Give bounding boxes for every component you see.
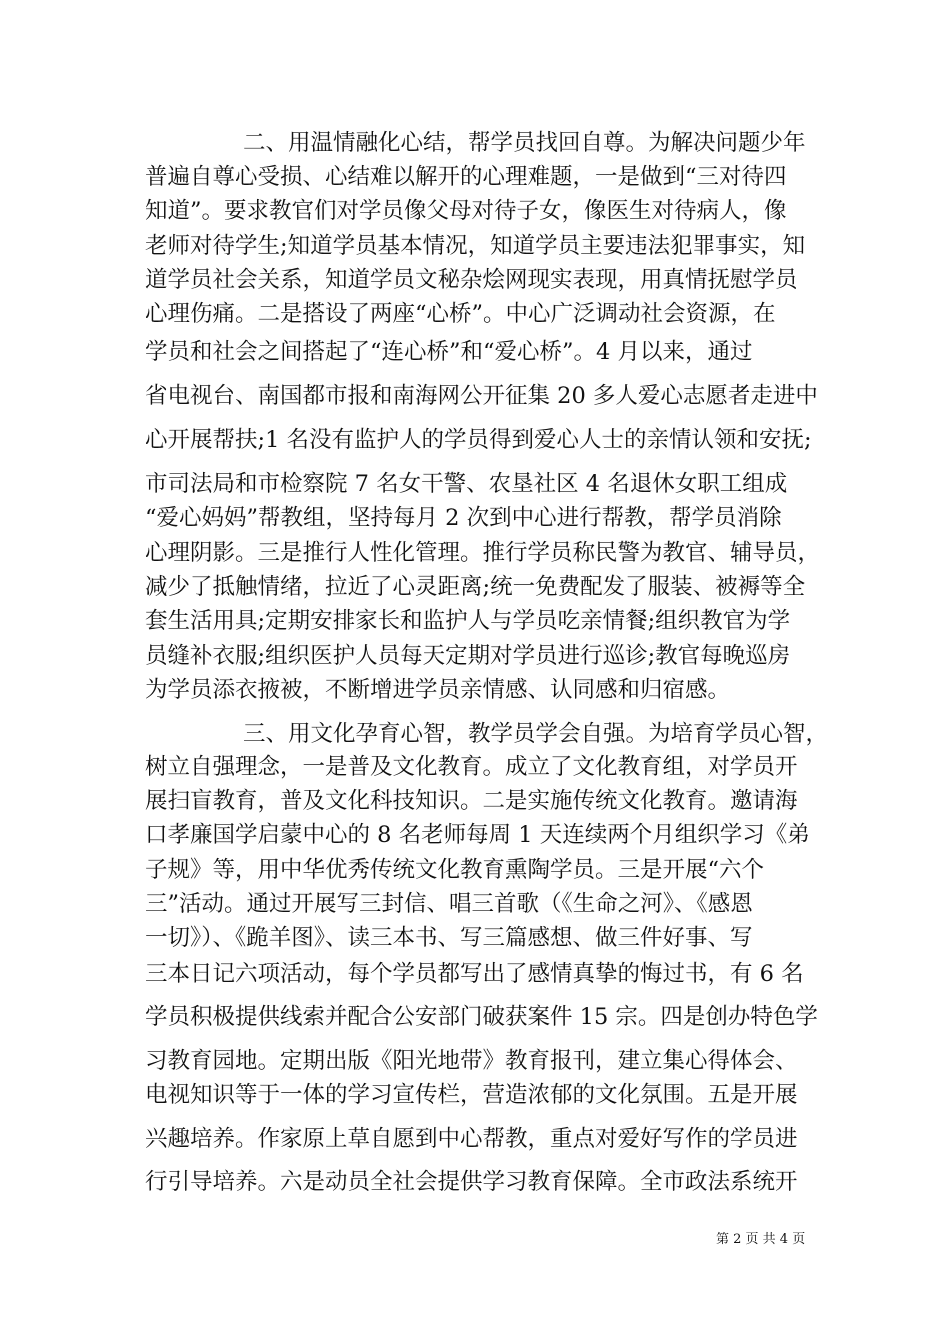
text-line: 心理伤痛。二是搭设了两座“心桥”。中心广泛调动社会资源，在: [145, 301, 776, 327]
text-line: 三”活动。通过开展写三封信、唱三首歌（《生命之河》、《感恩: [145, 891, 753, 917]
text-line: 减少了抵触情绪，拉近了心灵距离;统一免费配发了服装、被褥等全: [145, 574, 806, 600]
text-line: 市司法局和市检察院 7 名女干警、农垦社区 4 名退休女职工组成: [145, 471, 788, 497]
text-line: 学员和社会之间搭起了“连心桥”和“爱心桥”。4 月以来，通过: [145, 339, 753, 365]
text-line: 兴趣培养。作家原上草自愿到中心帮教，重点对爱好写作的学员进: [145, 1126, 798, 1152]
text-line: 子规》等，用中华优秀传统文化教育熏陶学员。三是开展“六个: [145, 857, 765, 883]
text-line: 展扫盲教育，普及文化科技知识。二是实施传统文化教育。邀请海: [145, 788, 798, 814]
text-line: 普遍自尊心受损、心结难以解开的心理难题，一是做到“三对待四: [145, 164, 787, 190]
text-line: 三、用文化孕育心智，教学员学会自强。为培育学员心智，: [243, 721, 829, 747]
text-line: 道学员社会关系，知道学员文秘杂烩网现实表现，用真情抚慰学员: [145, 267, 798, 293]
text-line: 行引导培养。六是动员全社会提供学习教育保障。全市政法系统开: [145, 1169, 798, 1195]
text-line: 树立自强理念，一是普及文化教育。成立了文化教育组，对学员开: [145, 754, 798, 780]
text-line: 电视知识等于一体的学习宣传栏，营造浓郁的文化氛围。五是开展: [145, 1082, 798, 1108]
text-line: 老师对待学生;知道学员基本情况，知道学员主要违法犯罪事实，知: [145, 233, 806, 259]
text-line: “爱心妈妈”帮教组，坚持每月 2 次到中心进行帮教，帮学员消除: [145, 505, 782, 531]
text-line: 知道”。要求教官们对学员像父母对待子女，像医生对待病人，像: [145, 198, 787, 224]
text-line: 习教育园地。定期出版《阳光地带》教育报刊，建立集心得体会、: [145, 1048, 798, 1074]
text-line: 口孝廉国学启蒙中心的 8 名老师每周 1 天连续两个月组织学习《弟: [145, 822, 810, 848]
text-line: 一切》）、《跪羊图》、读三本书、写三篇感想、做三件好事、写: [145, 925, 753, 951]
text-line: 套生活用具;定期安排家长和监护人与学员吃亲情餐;组织教官为学: [145, 608, 791, 634]
text-line: 二、用温情融化心结，帮学员找回自尊。为解决问题少年: [243, 130, 806, 156]
text-line: 三本日记六项活动，每个学员都写出了感情真挚的悔过书，有 6 名: [145, 961, 804, 987]
text-line: 省电视台、南国都市报和南海网公开征集 20 多人爱心志愿者走进中: [145, 383, 818, 409]
text-line: 为学员添衣掖被，不断增进学员亲情感、认同感和归宿感。: [145, 677, 731, 703]
text-line: 员缝补衣服;组织医护人员每天定期对学员进行巡诊;教官每晚巡房: [145, 643, 791, 669]
text-line: 心理阴影。三是推行人性化管理。推行学员称民警为教官、辅导员，: [145, 540, 821, 566]
page-number-footer: 第 2 页 共 4 页: [716, 1232, 806, 1247]
text-line: 学员积极提供线索并配合公安部门破获案件 15 宗。四是创办特色学: [145, 1004, 818, 1030]
text-line: 心开展帮扶;1 名没有监护人的学员得到爱心人士的亲情认领和安抚;: [145, 427, 812, 453]
